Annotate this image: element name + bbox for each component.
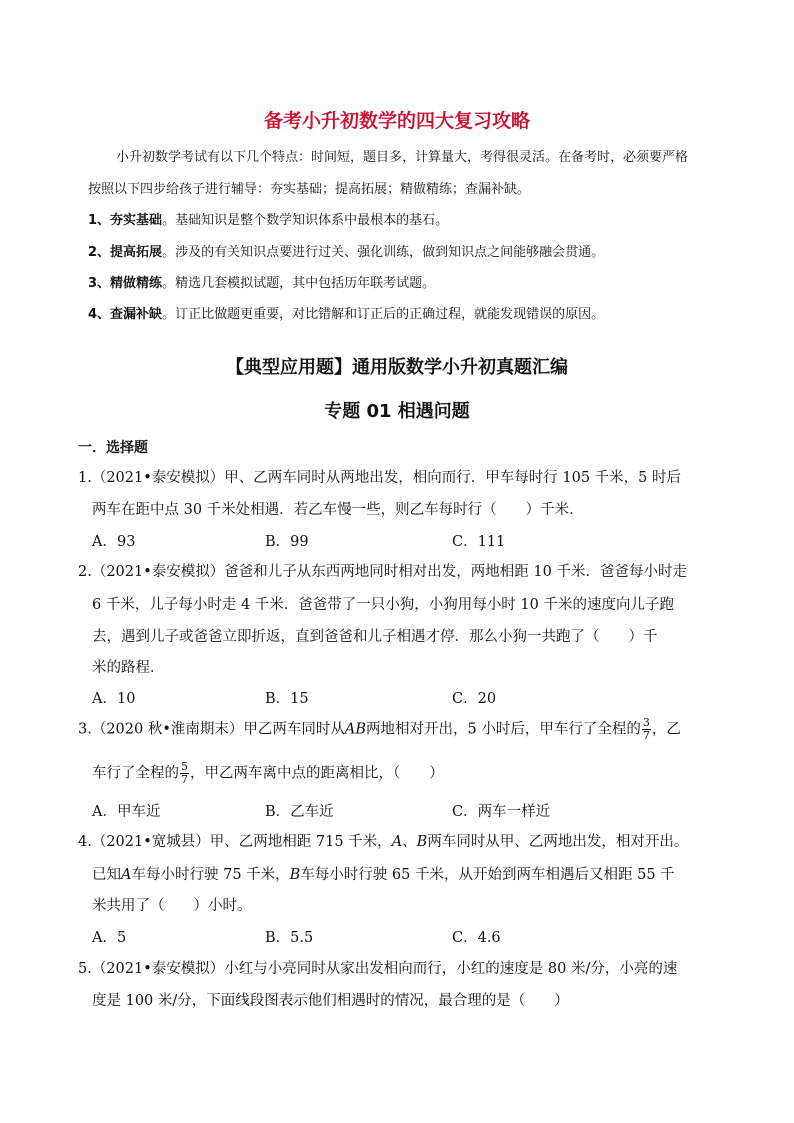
- question-1-line-1: 1.（2021•泰安模拟）甲、乙两车同时从两地出发，相向而行．甲车每时行 105 千米，5 时后: [78, 470, 682, 486]
- question-3-line-2: [92, 761, 444, 786]
- question-3-text-e: ，甲乙两车离中点的距离相比，（ ）: [190, 765, 444, 782]
- question-4-variable-b-2: B: [289, 867, 301, 883]
- question-4-separator: 、: [402, 834, 417, 850]
- intro-line-2: 按照以下四步给孩子进行辅导：夯实基础；提高拓展；精做精练；查漏补缺。: [88, 182, 531, 197]
- tip-4-text: 。订正比做题更重要，对比错解和订正后的正确过程，就能发现错误的原因。: [162, 307, 605, 322]
- question-4-option-b[interactable]: B．5.5: [265, 930, 314, 946]
- question-2-line-3: 去，遇到儿子或爸爸立即折返，直到爸爸和儿子相遇才停．那么小狗一共跑了（ ）千: [92, 629, 658, 645]
- section-heading: 一．选择题: [78, 440, 148, 456]
- main-title: 【典型应用题】通用版数学小升初真题汇编: [226, 357, 568, 378]
- tip-2: [88, 241, 604, 260]
- topic-subtitle: 专题 01 相遇问题: [324, 401, 470, 422]
- question-3-option-c[interactable]: C．两车一样近: [452, 804, 551, 820]
- question-2-line-4: 米的路程．: [92, 660, 165, 676]
- question-4-text-a: 4.（2021•宽城县）甲、乙两地相距 715 千米，: [78, 834, 392, 850]
- tip-4: [88, 303, 604, 322]
- tip-2-number: 2、: [88, 245, 111, 260]
- question-3-text-c: ，乙: [651, 721, 681, 738]
- question-2-option-b[interactable]: B．15: [265, 691, 309, 707]
- fraction-1-numerator: 3: [642, 716, 650, 729]
- fraction-1-denominator: 7: [642, 729, 650, 742]
- question-1-option-a[interactable]: A．93: [92, 534, 136, 550]
- tip-2-text: 。涉及的有关知识点要进行过关、强化训练，做到知识点之间能够融会贯通。: [162, 245, 605, 260]
- tip-4-number: 4、: [88, 307, 111, 322]
- question-3-line-1: [78, 717, 681, 742]
- question-4-option-c[interactable]: C．4.6: [452, 930, 501, 946]
- question-3-variable-ab: AB: [344, 721, 367, 738]
- question-3-text-b: 两地相对开出，5 小时后，甲车行了全程的: [366, 721, 641, 738]
- question-3-option-b[interactable]: B．乙车近: [265, 804, 334, 820]
- question-1-option-b[interactable]: B．99: [265, 534, 309, 550]
- fraction-three-sevenths: [642, 717, 651, 742]
- tip-3: [88, 272, 435, 291]
- question-3-text-a: 3.（2020 秋•淮南期末）甲乙两车同时从: [78, 721, 345, 738]
- question-1-option-c[interactable]: C．111: [452, 534, 506, 550]
- tip-3-number: 3、: [88, 276, 111, 291]
- question-4-line-1: [78, 830, 688, 851]
- question-4-text-c: 已知: [92, 867, 121, 883]
- question-2-line-1: 2.（2021•泰安模拟）爸爸和儿子从东西两地同时相对出发，两地相距 10 千米．爸爸每小时走: [78, 564, 687, 580]
- tip-3-text: 。精选几套模拟试题，其中包括历年联考试题。: [162, 276, 436, 291]
- question-4-text-b: 两车同时从甲、乙两地出发，相对开出。: [427, 834, 689, 850]
- question-4-variable-a: A: [391, 834, 403, 850]
- question-1-line-2: 两车在距中点 30 千米处相遇．若乙车慢一些，则乙车每时行（ ）千米．: [92, 502, 584, 518]
- fraction-five-sevenths: [180, 761, 189, 786]
- question-4-line-3: 米共用了（ ）小时。: [92, 898, 252, 914]
- question-4-text-d: 车每小时行驶 75 千米，: [131, 867, 290, 883]
- intro-line-1: 小升初数学考试有以下几个特点：时间短，题目多，计算量大，考得很灵活。在备考时，必须要严格: [116, 150, 689, 165]
- question-5-line-2: 度是 100 米/分，下面线段图表示他们相遇时的情况，最合理的是（ ）: [92, 993, 569, 1009]
- question-4-option-a[interactable]: A．5: [92, 930, 127, 946]
- question-3-option-a[interactable]: A．甲车近: [92, 804, 161, 820]
- tip-2-title: 提高拓展: [110, 245, 163, 260]
- tip-4-title: 查漏补缺: [110, 307, 163, 322]
- tip-1-title: 夯实基础: [110, 213, 163, 228]
- page-title: 备考小升初数学的四大复习攻略: [263, 110, 530, 132]
- question-4-line-2: [92, 863, 675, 884]
- tip-1-number: 1、: [88, 213, 111, 228]
- question-5-line-1: 5.（2021•泰安模拟）小红与小亮同时从家出发相向而行，小红的速度是 80 米/分，小亮的速: [78, 961, 678, 977]
- question-2-option-a[interactable]: A．10: [92, 691, 136, 707]
- fraction-2-denominator: 7: [181, 773, 188, 786]
- question-2-line-2: 6 千米，儿子每小时走 4 千米．爸爸带了一只小狗，小狗用每小时 10 千米的速度向儿子跑: [92, 597, 674, 613]
- question-2-option-c[interactable]: C．20: [452, 691, 497, 707]
- tip-1: [88, 209, 448, 228]
- question-4-variable-a-2: A: [121, 867, 132, 883]
- question-3-text-d: 车行了全程的: [92, 765, 179, 782]
- question-4-text-e: 车每小时行驶 65 千米，从开始到两车相遇后又相距 55 千: [300, 867, 675, 883]
- tip-3-title: 精做精练: [110, 276, 163, 291]
- fraction-2-numerator: 5: [181, 760, 188, 773]
- question-4-variable-b: B: [416, 834, 428, 850]
- tip-1-text: 。基础知识是整个数学知识体系中最根本的基石。: [162, 213, 449, 228]
